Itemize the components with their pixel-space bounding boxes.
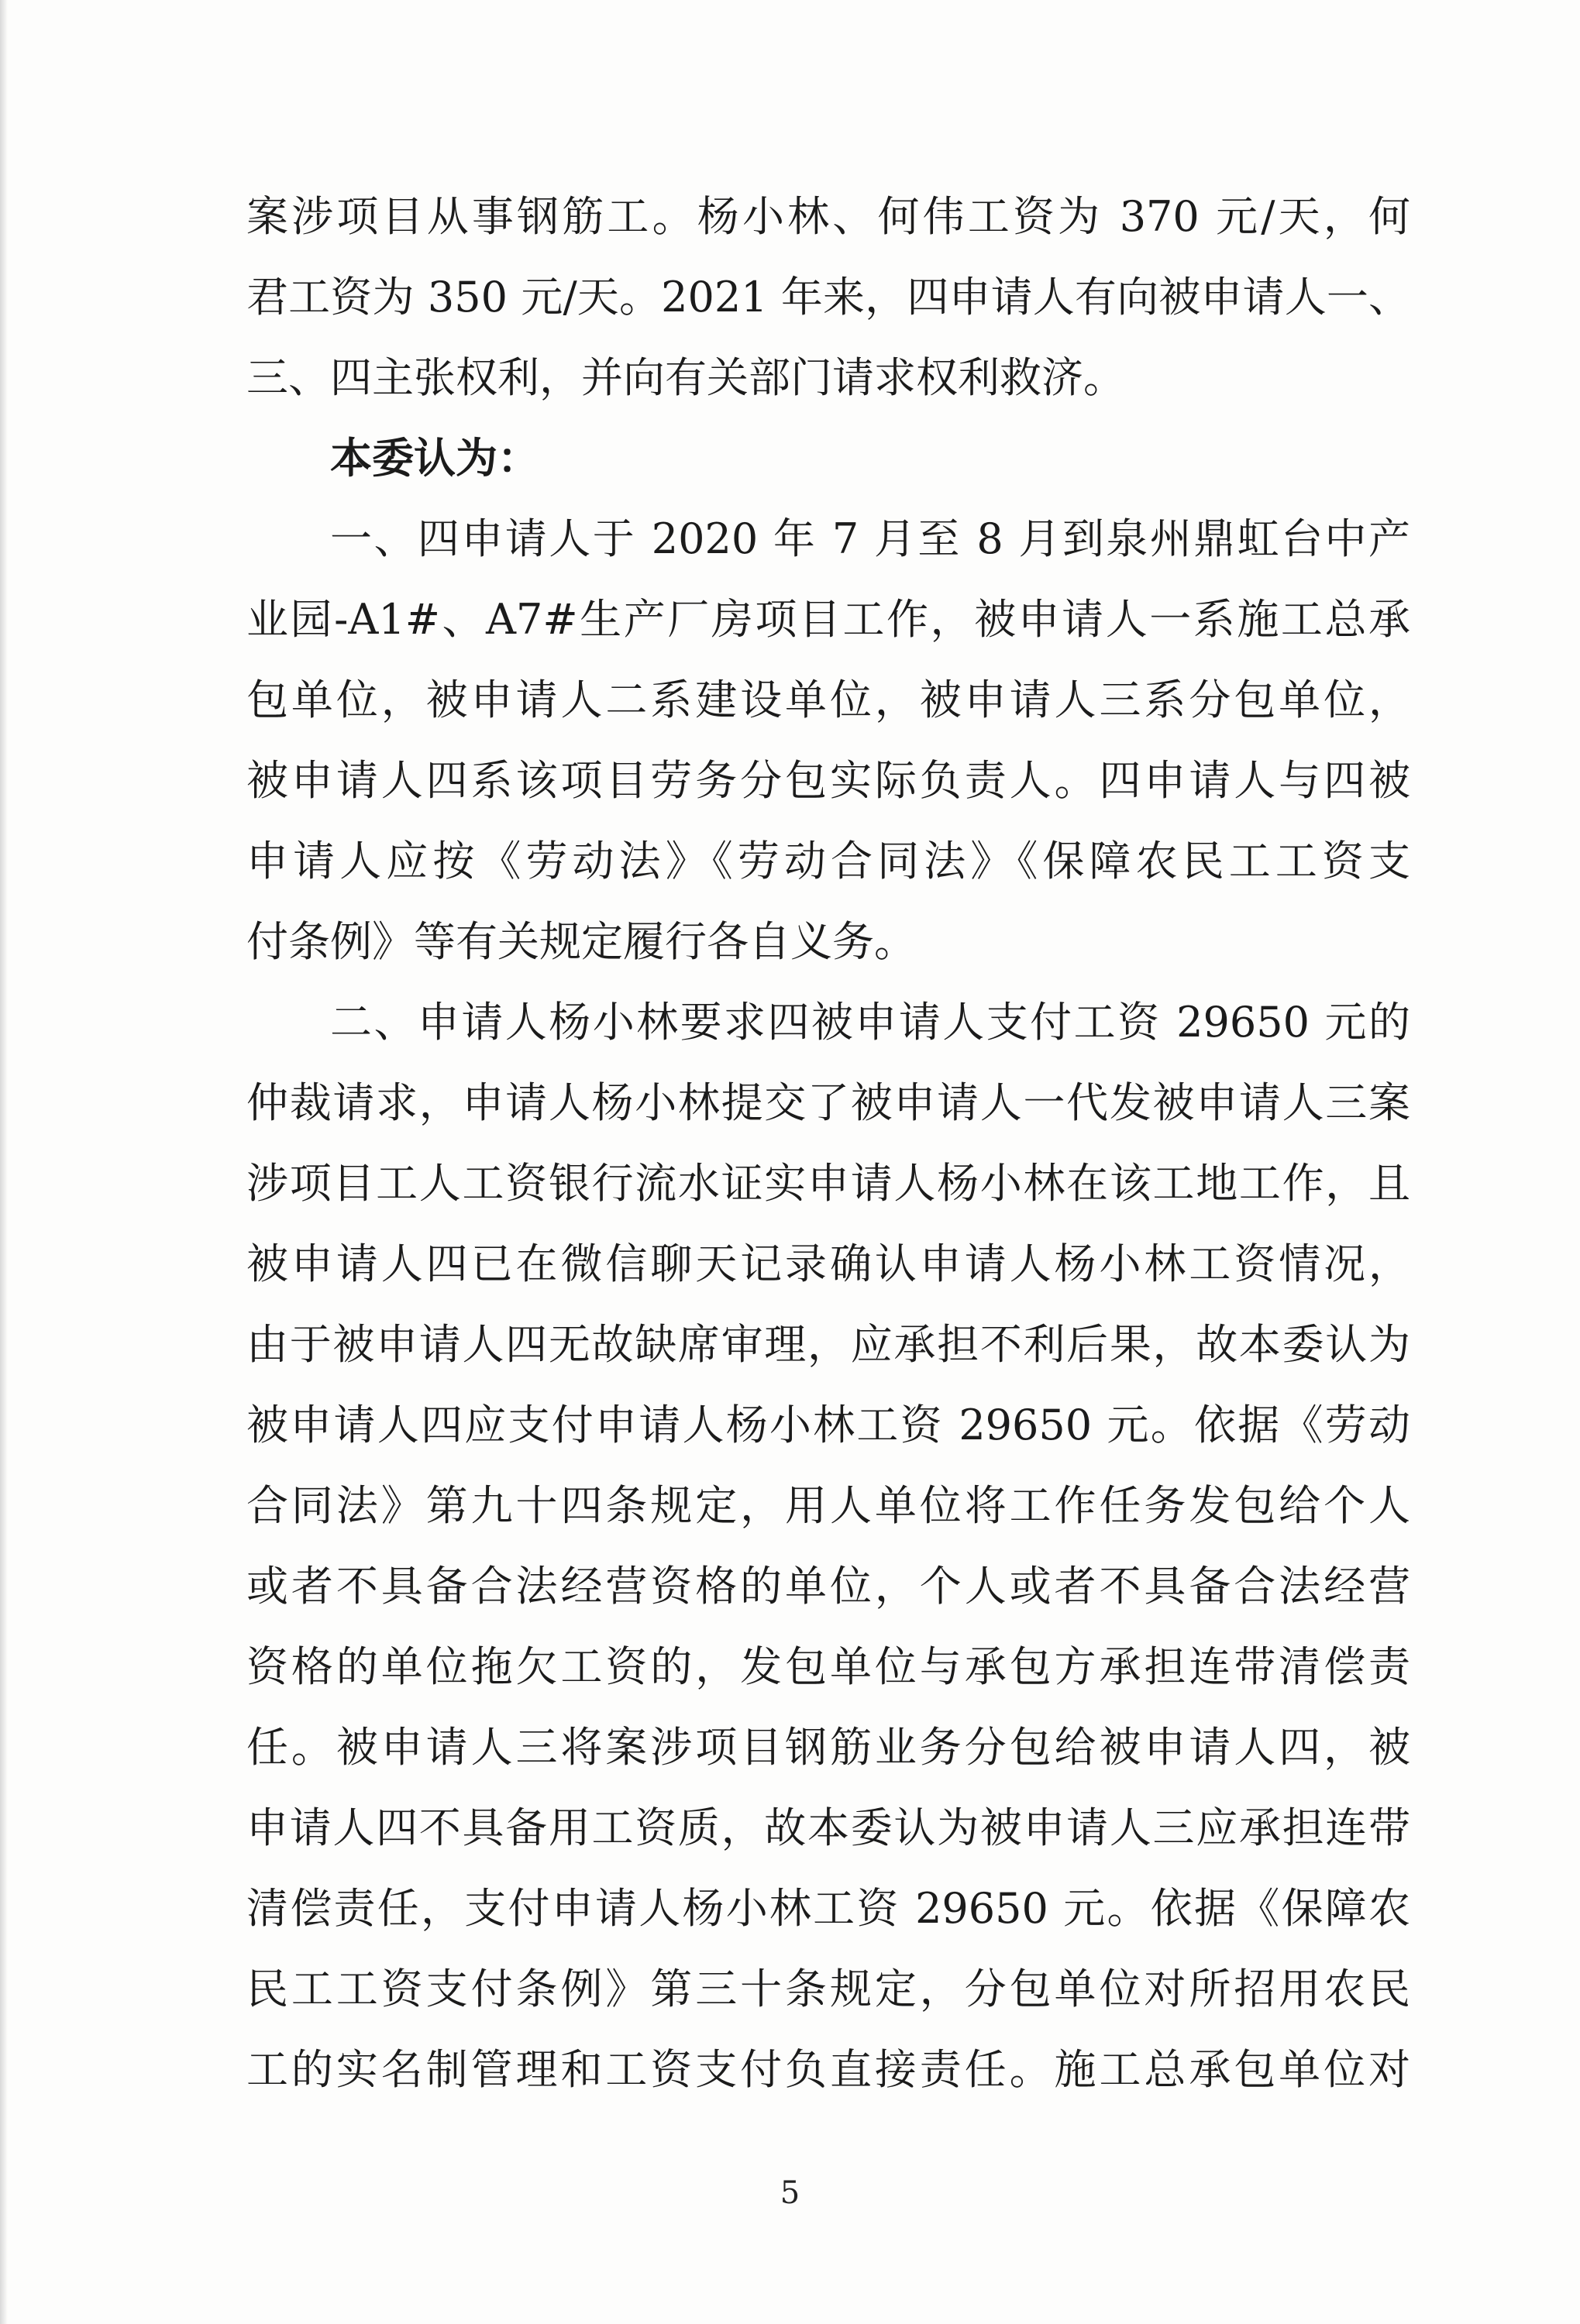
text-line: 付条例》等有关规定履行各自义务。 — [246, 917, 916, 966]
text-line: 被申请人四应支付申请人杨小林工资 29650 元。依据《劳动 — [246, 1401, 1410, 1449]
text-line: 三、四主张权利，并向有关部门请求权利救济。 — [246, 353, 1125, 402]
text-line: 申请人应按《劳动法》《劳动合同法》《保障农民工工资支 — [246, 837, 1410, 885]
text-line: 涉项目工人工资银行流水证实申请人杨小林在该工地工作，且 — [246, 1159, 1410, 1208]
text-line: 由于被申请人四无故缺席审理，应承担不利后果，故本委认为 — [246, 1320, 1410, 1369]
text-line: 二、申请人杨小林要求四被申请人支付工资 29650 元的 — [330, 998, 1410, 1047]
text-line: 业园-A1#、A7#生产厂房项目工作，被申请人一系施工总承 — [246, 595, 1410, 644]
scan-edge-shadow — [0, 0, 8, 2324]
text-line: 清偿责任，支付申请人杨小林工资 29650 元。依据《保障农 — [246, 1884, 1410, 1933]
text-line: 一、四申请人于 2020 年 7 月至 8 月到泉州鼎虹台中产 — [330, 514, 1410, 563]
text-line: 案涉项目从事钢筋工。杨小林、何伟工资为 370 元/天，何 — [246, 192, 1410, 241]
text-line: 民工工资支付条例》第三十条规定，分包单位对所招用农民 — [246, 1965, 1410, 2013]
text-line: 申请人四不具备用工资质，故本委认为被申请人三应承担连带 — [246, 1803, 1410, 1852]
text-line: 合同法》第九十四条规定，用人单位将工作任务发包给个人 — [246, 1481, 1410, 1530]
body-text — [246, 177, 1410, 2110]
text-line: 仲裁请求，申请人杨小林提交了被申请人一代发被申请人三案 — [246, 1078, 1410, 1127]
page-number: 5 — [780, 2175, 800, 2211]
text-line: 包单位，被申请人二系建设单位，被申请人三系分包单位， — [246, 676, 1410, 724]
text-line: 任。被申请人三将案涉项目钢筋业务分包给被申请人四，被 — [246, 1723, 1410, 1772]
text-line: 资格的单位拖欠工资的，发包单位与承包方承担连带清偿责 — [246, 1642, 1410, 1691]
text-line: 被申请人四已在微信聊天记录确认申请人杨小林工资情况， — [246, 1239, 1410, 1288]
text-line: 或者不具备合法经营资格的单位，个人或者不具备合法经营 — [246, 1562, 1410, 1611]
section-heading: 本委认为： — [330, 434, 539, 483]
text-line: 被申请人四系该项目劳务分包实际负责人。四申请人与四被 — [246, 756, 1410, 805]
text-line: 君工资为 350 元/天。2021 年来，四申请人有向被申请人一、 — [246, 273, 1410, 321]
text-line: 工的实名制管理和工资支付负直接责任。施工总承包单位对 — [246, 2045, 1410, 2094]
